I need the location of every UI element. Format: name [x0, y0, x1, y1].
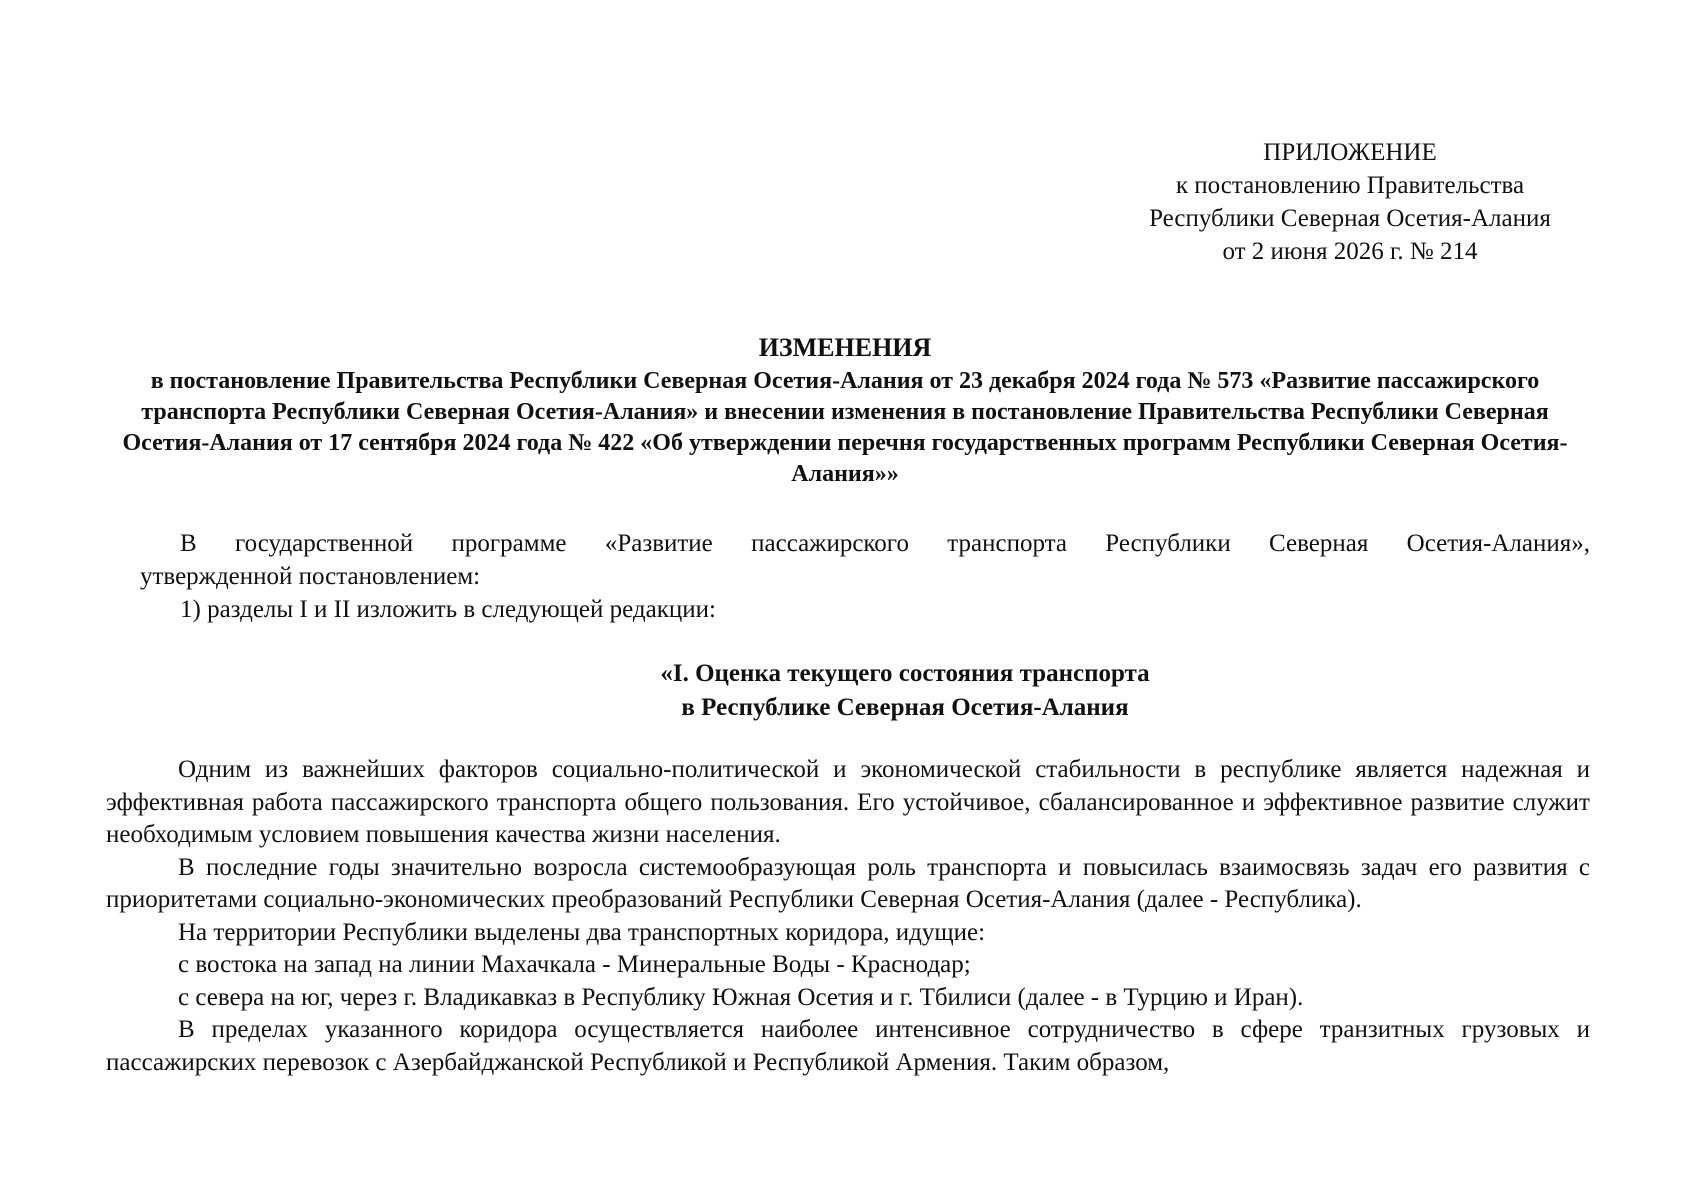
body-text [106, 754, 1590, 1079]
body-paragraph: На территории Республики выделены два транспортных коридора, идущие: [178, 918, 986, 946]
body-paragraph: с севера на юг, через г. Владикавказ в Республику Южная Осетия и г. Тбилиси (далее - в Турцию и Иран). [178, 983, 1304, 1011]
document-heading [110, 330, 1580, 490]
appendix-line-3: от 2 июня 2026 г. № 214 [1222, 238, 1478, 265]
section-title-line-2: в Республике Северная Осетия-Алания [681, 694, 1129, 721]
appendix-block [1090, 136, 1610, 268]
appendix-line-2: Республики Северная Осетия-Алания [1149, 205, 1551, 232]
body-paragraph: В последние годы значительно возросла системообразующая роль транспорта и повысилась взаимосвязь задач его развития с приоритетами социально-экономических преобразований Республики Северная Осетия-Алания (далее - Республика). [106, 853, 1590, 913]
intro-block [140, 527, 1590, 626]
section-heading [110, 657, 1691, 725]
heading-title: ИЗМЕНЕНИЯ [758, 333, 932, 362]
intro-paragraph-1-line-2: утвержденной постановлением: [140, 563, 481, 590]
body-paragraph: с востока на запад на линии Махачкала - Минеральные Воды - Краснодар; [178, 951, 971, 978]
appendix-label: ПРИЛОЖЕНИЕ [1263, 139, 1437, 166]
body-paragraph: В пределах указанного коридора осуществляется наиболее интенсивное сотрудничество в сфере транзитных грузовых и пассажирских перевозок с Азербайджанской Республикой и Республикой Армения. Таким образом, [106, 1016, 1590, 1076]
heading-subtitle: в постановление Правительства Республики Северная Осетия-Алания от 23 декабря 2024 года № 573 «Развитие пассажирского транспорта Республики Северная Осетия-Алания» и внесении изменения в постановление Правительства Республики Северная Осетия-Алания от 17 сентября 2024 года № 422 «Об утверждении перечня государственных программ Республики Северная Осетия-Алания»» [122, 368, 1568, 487]
appendix-line-1: к постановлению Правительства [1175, 172, 1525, 199]
intro-paragraph-1-line-1: В государственной программе «Развитие пассажирского транспорта Республики Северная Осетия-Алания», [180, 530, 1590, 557]
body-paragraph: Одним из важнейших факторов социально-политической и экономической стабильности в республике является надежная и эффективная работа пассажирского транспорта общего пользования. Его устойчивое, сбалансированное и эффективное развитие служит необходимым условием повышения качества жизни населения. [106, 756, 1590, 848]
intro-paragraph-2: 1) разделы I и II изложить в следующей редакции: [180, 596, 716, 623]
section-title-line-1: «I. Оценка текущего состояния транспорта [660, 660, 1150, 687]
